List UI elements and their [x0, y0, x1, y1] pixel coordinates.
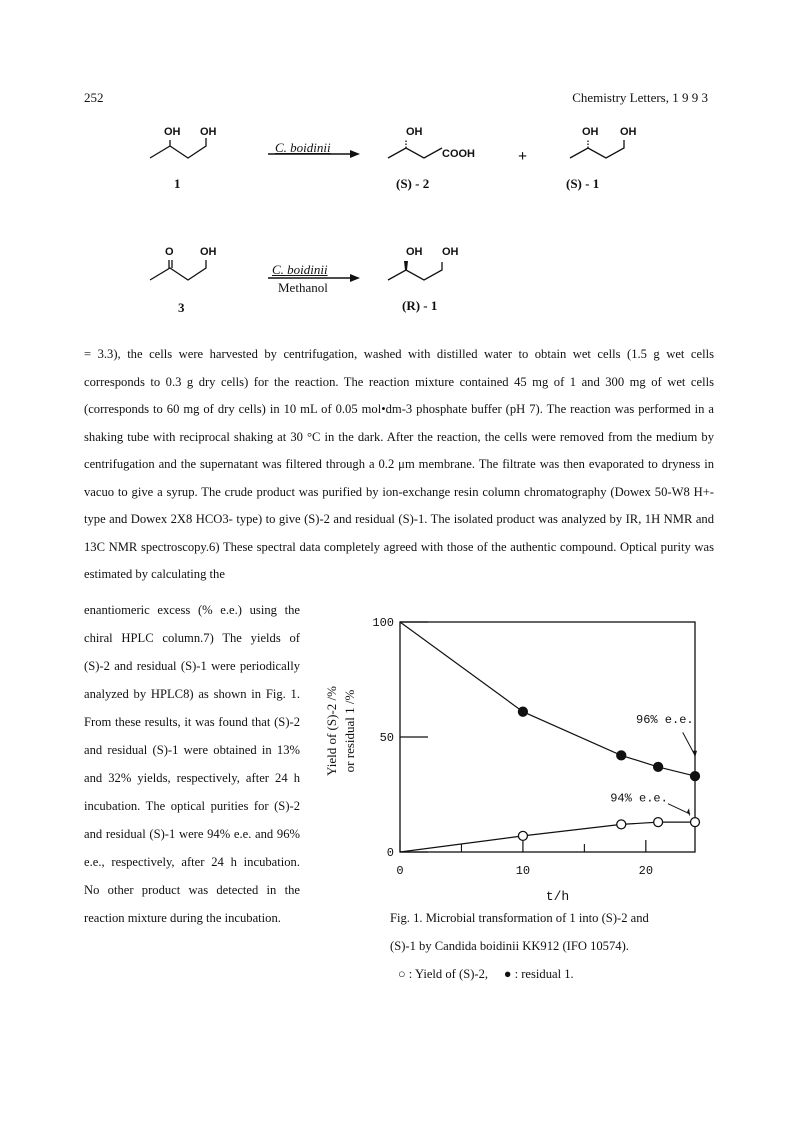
yield-data-point — [691, 818, 700, 827]
series-line — [400, 622, 695, 776]
cooh-label: COOH — [442, 148, 475, 160]
oh-label: OH — [200, 126, 217, 138]
annotation-arrow — [668, 804, 690, 814]
left-column-text: enantiomeric excess (% e.e.) using the chiral HPLC column.7) The yields of (S)-2 and residual (S)-1 were periodically analyzed by HPLC8) as shown in Fig. 1. From these results, it was found that (S)-2 and residual (S)-1 were obtained in 13% and 32% yields, respectively, after 24 h incubation. The optical purities for (S)-2 and residual (S)-1 were 94% e.e. and 96% e.e., respectively, after 24 h incubation. No other product was detected in the reaction mixture during the incubation. — [84, 603, 300, 925]
reaction-scheme-1 — [140, 120, 660, 200]
caption-line-2: (S)-1 by Candida boidinii KK912 (IFO 10574). — [390, 939, 629, 953]
oh-label: OH — [442, 246, 459, 258]
oh-label: OH — [620, 126, 637, 138]
x-tick-label: 20 — [638, 864, 654, 878]
oh-label: OH — [406, 126, 423, 138]
yield-data-point — [518, 831, 527, 840]
chart-svg — [320, 610, 740, 900]
reaction-scheme-2 — [140, 240, 500, 320]
oh-label: OH — [582, 126, 599, 138]
compound-label: 3 — [178, 300, 185, 315]
residual-data-point — [691, 772, 700, 781]
residual-data-point — [654, 762, 663, 771]
reagent-label: C. boidinii — [275, 140, 331, 155]
yield-data-point — [654, 818, 663, 827]
oh-label: OH — [200, 246, 217, 258]
figure-legend — [390, 960, 720, 988]
compound-label: (R) - 1 — [402, 298, 438, 313]
y-tick-label: 50 — [379, 731, 394, 745]
compound-label: 1 — [174, 176, 181, 191]
open-circle-icon: ○ — [398, 967, 406, 981]
filled-circle-icon: ● — [503, 967, 512, 981]
journal-title: Chemistry Letters, 1 9 9 3 — [572, 90, 708, 105]
body-paragraph — [84, 341, 714, 589]
x-axis-label: t/h — [545, 889, 570, 900]
page-number: 252 — [84, 90, 104, 105]
reagent-label: C. boidinii — [272, 262, 328, 277]
left-column-paragraph — [84, 596, 300, 932]
oh-label: OH — [164, 126, 181, 138]
solvent-label: Methanol — [278, 280, 328, 295]
annotation-label: 96% e.e. — [636, 713, 694, 728]
y-axis-label: Yield of (S)-2 /% — [324, 686, 339, 776]
series-line — [400, 822, 695, 852]
residual-data-point — [518, 707, 527, 716]
annotation-arrow-head — [693, 751, 697, 758]
annotation-label: 94% e.e. — [610, 791, 668, 806]
y-tick-label: 0 — [386, 846, 394, 860]
compound-label: (S) - 1 — [566, 176, 600, 191]
x-tick-label: 0 — [396, 864, 404, 878]
x-tick-label: 10 — [515, 864, 531, 878]
annotation-arrow — [683, 732, 695, 755]
oh-label: OH — [406, 246, 423, 258]
annotation-arrow-head — [687, 808, 690, 816]
caption-line-1: Fig. 1. Microbial transformation of 1 into (S)-2 and — [390, 911, 649, 925]
legend-open-text: : Yield of (S)-2, — [408, 967, 489, 981]
yield-data-point — [617, 820, 626, 829]
figure-caption — [390, 904, 720, 988]
y-axis-label: or residual 1 /% — [342, 689, 357, 773]
compound-label: (S) - 2 — [396, 176, 430, 191]
legend-filled-text: : residual 1. — [514, 967, 574, 981]
body-paragraph-text: = 3.3), the cells were harvested by centrifugation, washed with distilled water to obtain wet cells (1.5 g wet cells corresponds to 0.3 g dry cells) for the reaction. The reaction mixture contained 45 mg of 1 and 300 mg of wet cells (corresponds to 60 mg of dry cells) in 10 mL of 0.05 mol•dm-3 phosphate buffer (pH 7). The reaction was performed in a shaking tube with reciprocal shaking at 30 °C in the dark. After the reaction, the cells were removed from the medium by centrifugation and the supernatant was filtered through a 0.2 μm membrane. The filtrate was then evaporated to dryness in vacuo to give a syrup. The crude product was purified by ion-exchange resin column chromatography (Dowex 50-W8 H+-type and Dowex 2X8 HCO3- type) to give (S)-2 and residual (S)-1. The isolated product was analyzed by IR, 1H NMR and 13C NMR spectroscopy.6) These spectral data completely agreed with those of the authentic compound. Optical purity was estimated by calculating the — [84, 347, 714, 581]
figure-1 — [320, 610, 740, 900]
o-label: O — [165, 246, 174, 258]
plus-sign: + — [518, 148, 528, 165]
y-tick-label: 100 — [372, 616, 394, 630]
residual-data-point — [617, 751, 626, 760]
plot-frame — [400, 622, 695, 852]
